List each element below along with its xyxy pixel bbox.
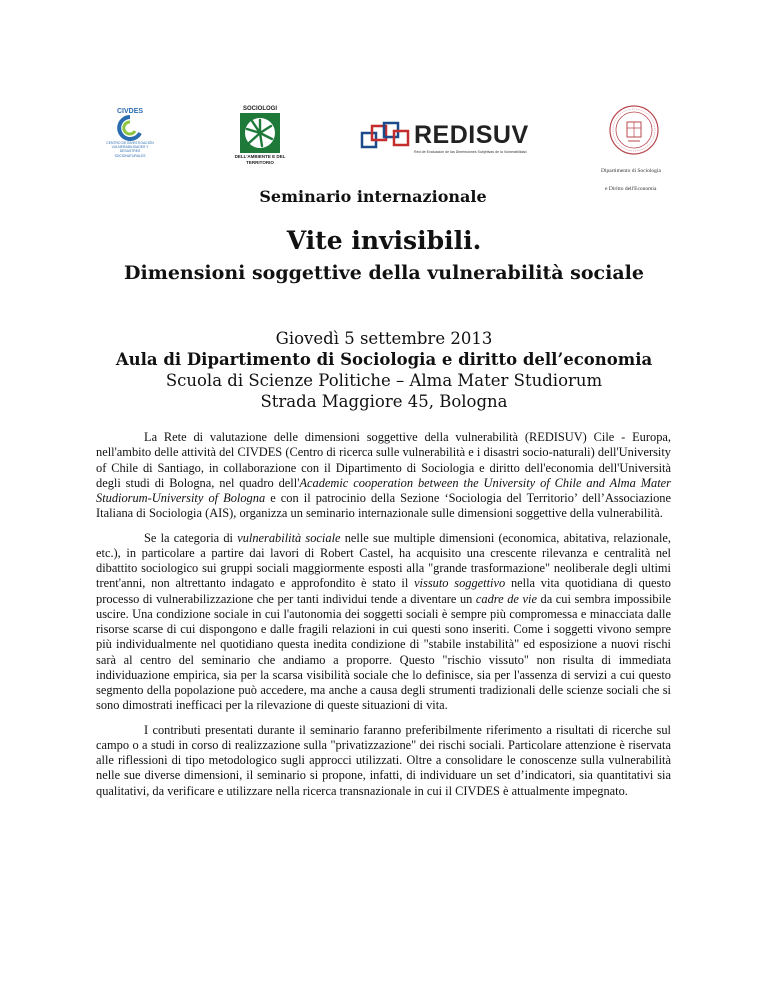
p2-text-d: da cui sembra impossibile uscire. Una condizione sociale in cui l'autonomia dei soggetti sociali è sempre più compromessa e minacciata dalle risorse scarse di cui dispongono e dalle fragili relazioni in cui questi sono inseriti. Come i soggetti vivono sempre più individualmente nel quotidiano questa inedita condizione di "stabile instabilità" ed esposizione a nuovi rischi sarà al centro del seminario che andiamo a proporre. Questo "rischio vissuto" non risulta di immediata individuazione empirica, sia per la scarsa visibilità sociale che lo definisce, sia per l'assenza di servizi a cui questo segmento della popolazione può accedere, ma anche a causa degli strumenti tradizionali delle scienze sociali che si sono dimostrati inefficaci per la rilevazione di queste situazioni di vita. [96, 591, 671, 713]
university-seal-icon [608, 104, 660, 156]
p2-text-c: nella vita quotidiana di questo processo di vulnerabilizzazione che per tanti individui tende a diventare un [96, 576, 671, 606]
paragraph-3 [96, 723, 671, 799]
sociologi-logo [232, 106, 288, 170]
event-school: Scuola di Scienze Politiche – Alma Mater Studiorum [165, 371, 603, 390]
sociologi-bottom-text: DELL'AMBIENTE E DEL TERRITORIO [234, 154, 286, 165]
paragraph-2 [96, 531, 671, 714]
civdes-logo-letters: CIVDES [116, 108, 144, 115]
seminar-label-text: Seminario internazionale [259, 187, 487, 206]
p2-italic-1: vulnerabilità sociale [237, 530, 341, 545]
civdes-logo [105, 108, 155, 168]
p1-italic: Academic cooperation between the University of Chile and Alma Mater Studiorum-University of Bologna [96, 475, 672, 505]
event-date: Giovedì 5 settembre 2013 [275, 329, 493, 348]
event-room: Aula di Dipartimento di Sociologia e diritto dell’economia [115, 350, 653, 369]
paragraph-1 [96, 430, 671, 522]
p2-text-b: nelle sue multiple dimensioni (economica, abitativa, relazionale, etc.), in particolare a partire dai lavori di Robert Castel, ha acquisito una crescente rilevanza e centralità nel dibattito sociologico sui gruppi sociali maggiormente esposti alla "grande trasformazione" neoliberale degli ultimi trent'anni, non altrettanto indagato e approfondito è stato il [96, 530, 671, 591]
event-address: Strada Maggiore 45, Bologna [260, 392, 508, 411]
sociologi-tree-icon [232, 112, 288, 154]
p2-italic-3: cadre de vie [475, 591, 537, 606]
p3-text: I contributi presentati durante il seminario faranno preferibilmente riferimento a risultati di ricerche sul campo o a studi in corso di realizzazione sulla "privatizzazione" dei rischi sociali. Particolare attenzione è riservata alle riflessioni di tipo metodologico sugli approcci utilizzati. Oltre a consolidare le conoscenze sulla vulnerabilità nelle sue diverse dimensioni, il seminario si propone, infatti, di individuare un set d’indicatori, sia quantitativi sia qualitativi, da verificare e utilizzare nella ricerca transnazionale in cui il CIVDES è attualmente impegnato. [96, 722, 671, 798]
civdes-emblem-icon [105, 115, 155, 141]
dept-line-1: Dipartimento di Sociologia [601, 168, 661, 174]
p2-italic-2: vissuto soggettivo [414, 576, 506, 591]
event-title: Vite invisibili. [286, 226, 482, 255]
redisuv-tagline: Red de Evaluación de las Dimensiones Subjetivas de la Vulnerabilidad [414, 150, 527, 154]
redisuv-name: REDISUV [414, 121, 529, 149]
redisuv-squares-icon [360, 121, 412, 155]
redisuv-logo [360, 119, 540, 159]
p2-text-a: Se la categoria di [144, 530, 238, 545]
dept-line-2: e Diritto dell'Economia [605, 186, 657, 192]
sociologi-top-text: SOCIOLOGI [242, 106, 277, 112]
event-subtitle: Dimensioni soggettive della vulnerabilità sociale [124, 262, 644, 284]
p1-text-a: La Rete di valutazione delle dimensioni soggettive della vulnerabilità (REDISUV) Cile - Europa, nell'ambito delle attività del CIVDES (Centro di ricerca sulle vulnerabilità e i disastri socio-naturali) dell'University of Chile di Santiago, in collaborazione con il Dipartimento di Sociologia e diritto dell'economia dell'Università degli studi di Bologna, nel quadro dell' [96, 430, 671, 490]
body-text [96, 430, 671, 799]
unibo-seal [608, 104, 660, 156]
civdes-caption: CENTRO DE INVESTIGACIÓN VULNERABILIDADES Y DESASTRES SOCIONATURALES [106, 141, 154, 158]
seminar-label [0, 187, 768, 206]
p1-text-b: e con il patrocinio della Sezione ‘Sociologia del Territorio’ dell’Associazione Italiana di Sociologia (AIS), organizza un seminario internazionale sulle dimensioni soggettive della vulnerabilità. [96, 491, 671, 521]
